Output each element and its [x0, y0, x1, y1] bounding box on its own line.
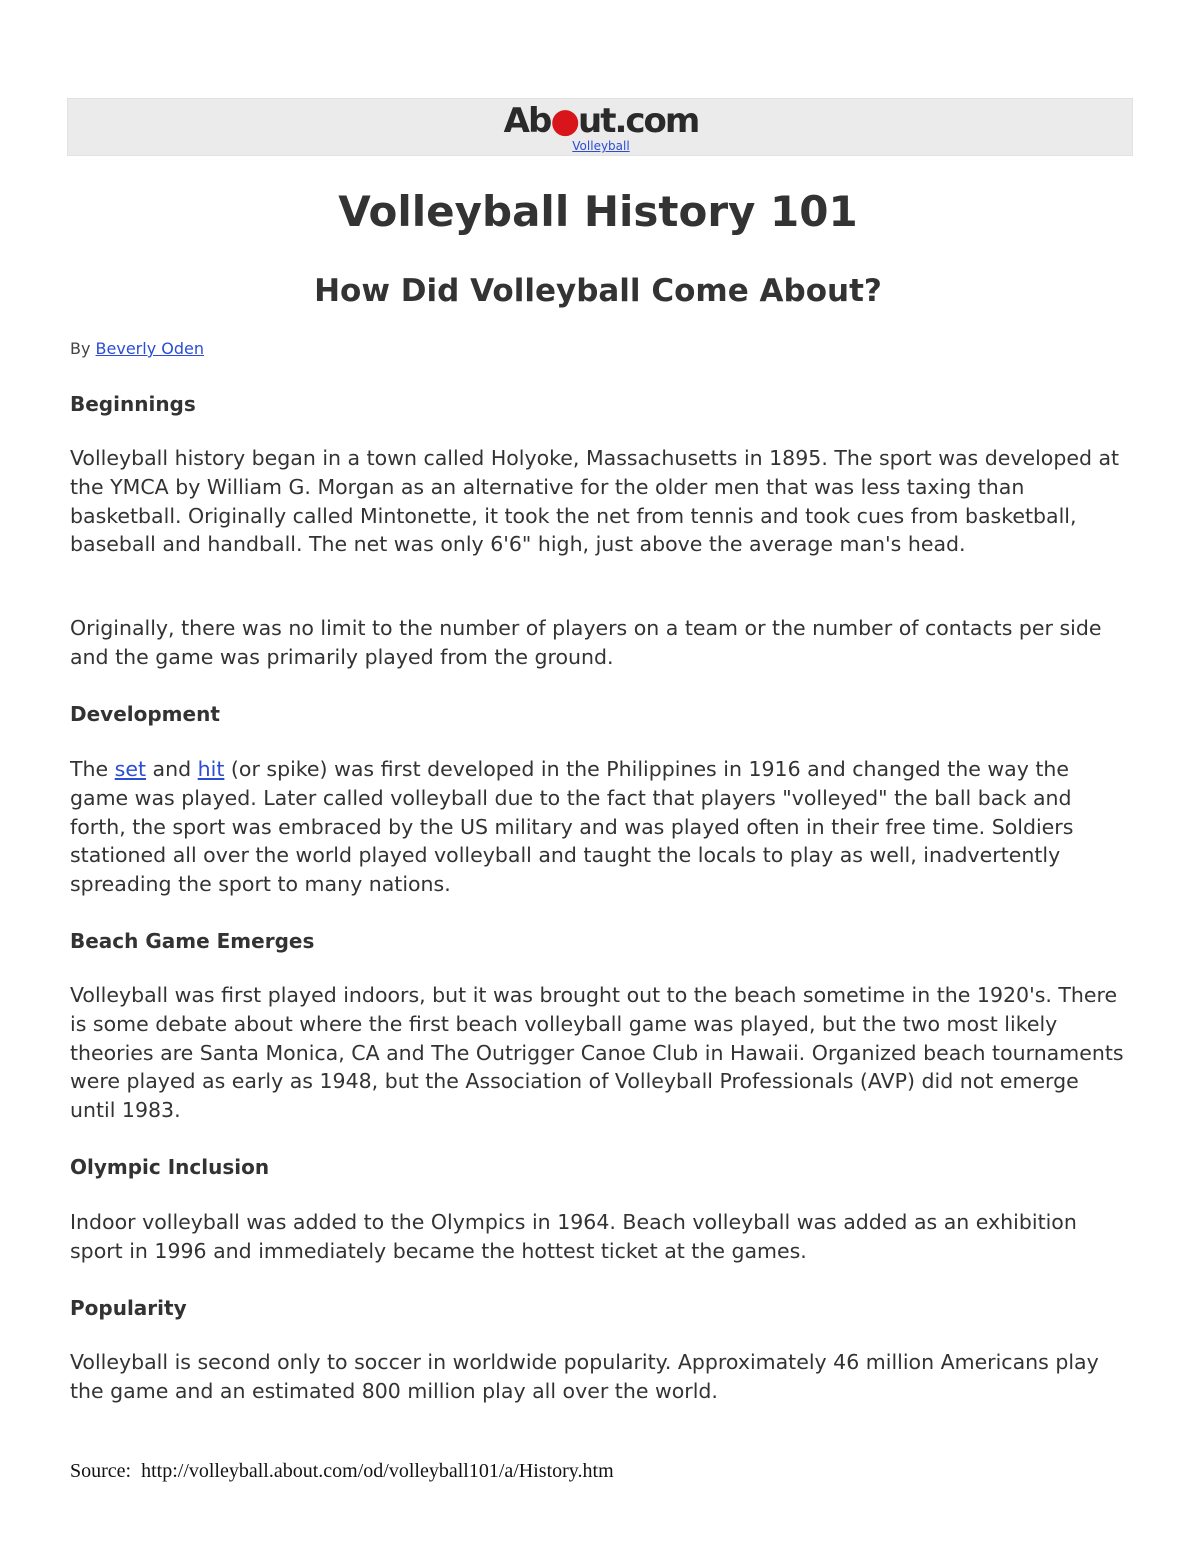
paragraph-text: The: [70, 757, 109, 781]
paragraph-beach: Volleyball was first played indoors, but it was brought out to the beach sometime in the 1920's. There is some debate about where the first beach volleyball game was played, but the two most likely theories are Santa Monica, CA and The Outrigger Canoe Club in Hawaii. Organized beach tournaments were played as early as 1948, but the Association of Volleyball Professionals (AVP) did not emerge until 1983.: [70, 983, 1124, 1123]
paragraph-development: [70, 755, 1130, 899]
page-title: Volleyball History 101: [338, 187, 858, 236]
section-heading-olympic: Olympic Inclusion: [70, 1155, 270, 1179]
source-url: http://volleyball.about.com/od/volleyball101/a/History.htm: [141, 1460, 614, 1482]
author-link[interactable]: Beverly Oden: [95, 339, 204, 358]
source-citation: [70, 1458, 614, 1484]
paragraph-text: and: [152, 757, 192, 781]
byline: [70, 338, 204, 360]
about-com-logo[interactable]: Ab●ut.com: [503, 101, 699, 141]
paragraph-beginnings-2: Originally, there was no limit to the number of players on a team or the number of contacts per side and the game was primarily played from the ground.: [70, 616, 1102, 669]
set-link[interactable]: set: [114, 757, 147, 781]
site-banner: [67, 98, 1133, 156]
page-subtitle: How Did Volleyball Come About?: [314, 273, 882, 309]
section-heading-beginnings: Beginnings: [70, 392, 196, 416]
paragraph-beginnings-1: Volleyball history began in a town called Holyoke, Massachusetts in 1895. The sport was developed at the YMCA by William G. Morgan as an alternative for the older men that was less taxing than basketball. Originally called Mintonette, it took the net from tennis and took cues from basketball, baseball and handball. The net was only 6'6" high, just above the average man's head.: [70, 446, 1120, 557]
paragraph-text: (or spike) was first developed in the Philippines in 1916 and changed the way the game was played. Later called volleyball due to the fact that players "volleyed" the ball back and forth, the sport was embraced by the US military and was played often in their free time. Soldiers stationed all over the world played volleyball and taught the locals to play as well, inadvertently spreading the sport to many nations.: [70, 757, 1074, 897]
site-category-link[interactable]: Volleyball: [572, 139, 630, 153]
source-label: Source:: [70, 1460, 132, 1482]
hit-link[interactable]: hit: [197, 757, 225, 781]
paragraph-popularity: Volleyball is second only to soccer in worldwide popularity. Approximately 46 million Americans play the game and an estimated 800 million play all over the world.: [70, 1350, 1099, 1403]
paragraph-olympic: Indoor volleyball was added to the Olympics in 1964. Beach volleyball was added as an exhibition sport in 1996 and immediately became the hottest ticket at the games.: [70, 1210, 1077, 1263]
byline-prefix: By: [70, 339, 91, 358]
section-heading-development: Development: [70, 702, 220, 726]
section-heading-popularity: Popularity: [70, 1296, 187, 1320]
section-heading-beach: Beach Game Emerges: [70, 929, 315, 953]
